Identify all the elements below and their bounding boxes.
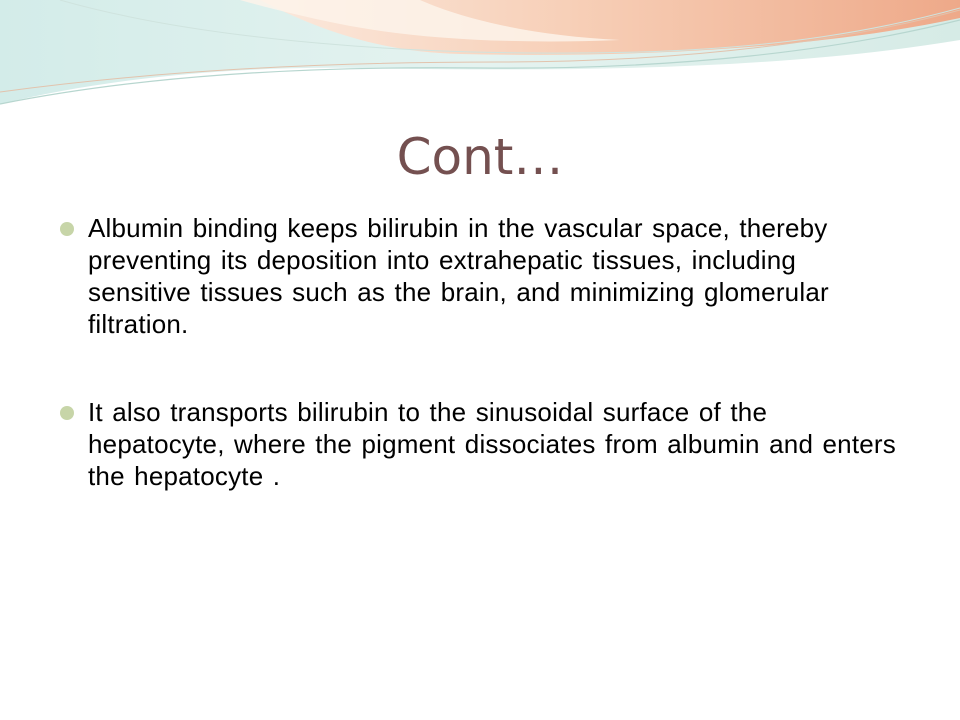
bullet-dot-icon: [60, 222, 74, 236]
bullet-item: [60, 212, 906, 340]
bullet-list: [60, 212, 906, 548]
bullet-dot-icon: [60, 406, 74, 420]
header-wave-decoration: [0, 0, 960, 120]
bullet-text: It also transports bilirubin to the sinusoidal surface of the hepatocyte, where the pigment dissociates from albumin and enters the hepatocyte .: [88, 397, 896, 491]
slide-title: Cont…: [396, 128, 564, 186]
bullet-text: Albumin binding keeps bilirubin in the vascular space, thereby preventing its deposition into extrahepatic tissues, including sensitive tissues such as the brain, and minimizing glomerular filtration.: [88, 213, 829, 339]
bullet-item: [60, 396, 906, 492]
